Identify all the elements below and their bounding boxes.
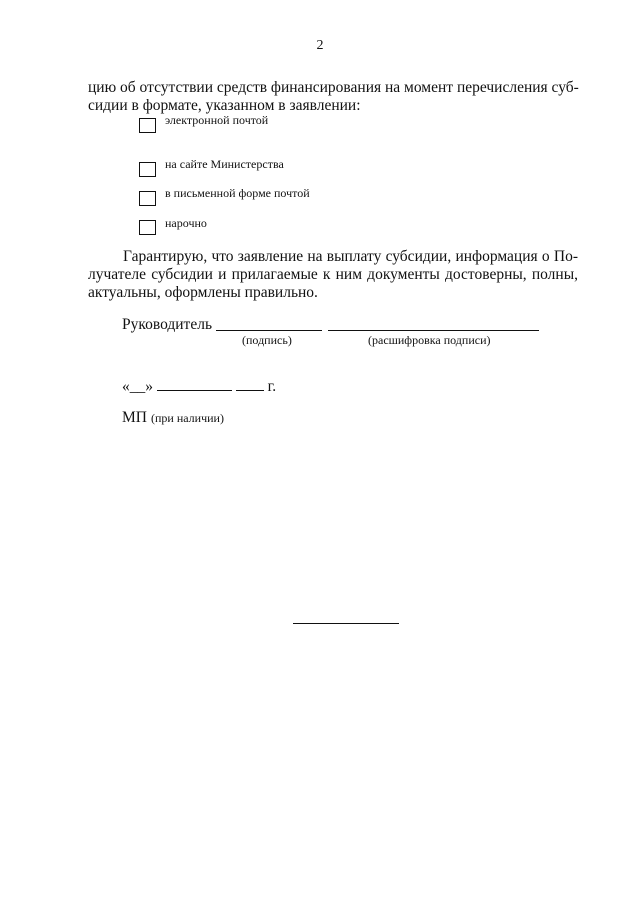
- guarantee-line-1: Гарантирую, что заявление на выплату субсидии, информация о По-: [123, 248, 578, 265]
- stamp-label: МП: [122, 409, 147, 426]
- option-label-ministry-site: на сайте Министерства: [165, 157, 284, 171]
- guarantee-line-2: лучателе субсидии и прилагаемые к ним документы достоверны, полны,: [88, 266, 578, 283]
- date-year-blank[interactable]: [236, 376, 264, 391]
- signature-caption: (подпись): [242, 333, 292, 347]
- option-checkbox-ministry-site[interactable]: [139, 162, 156, 177]
- date-line: [122, 376, 276, 396]
- guarantee-line-3: актуальны, оформлены правильно.: [88, 284, 318, 301]
- option-checkbox-mail[interactable]: [139, 191, 156, 206]
- signature-decode-caption: (расшифровка подписи): [368, 333, 491, 347]
- date-year-suffix: г.: [267, 378, 277, 395]
- date-close-quote: »: [145, 378, 153, 395]
- signature-line[interactable]: [216, 330, 322, 331]
- intro-line-1: цию об отсутствии средств финансирования на момент перечисления суб-: [88, 79, 579, 96]
- date-open-quote: «: [122, 378, 130, 395]
- date-month-blank[interactable]: [157, 376, 232, 391]
- page-number: 2: [316, 38, 324, 53]
- option-label-email: электронной почтой: [165, 113, 269, 127]
- signature-decode-line[interactable]: [328, 330, 539, 331]
- stamp-note: (при наличии): [150, 411, 224, 425]
- stamp-line: [122, 409, 224, 427]
- end-divider: [293, 623, 399, 624]
- intro-line-2: сидии в формате, указанном в заявлении:: [88, 97, 361, 114]
- option-checkbox-email[interactable]: [139, 118, 156, 133]
- option-label-mail: в письменной форме почтой: [165, 186, 310, 200]
- option-checkbox-courier[interactable]: [139, 220, 156, 235]
- date-day-blank[interactable]: __: [129, 378, 146, 395]
- option-label-courier: нарочно: [165, 216, 207, 230]
- signature-label: Руководитель: [122, 316, 213, 333]
